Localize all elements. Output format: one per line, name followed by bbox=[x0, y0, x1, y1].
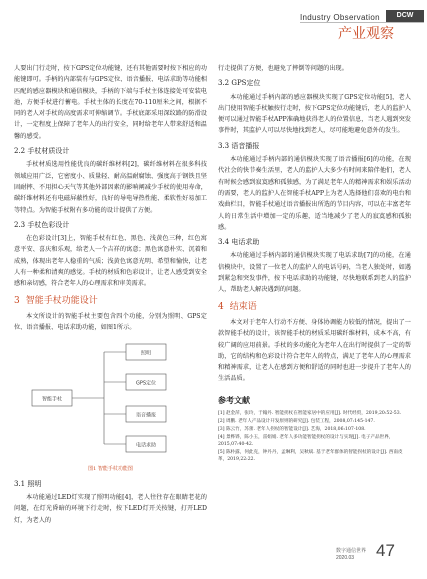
subsection-heading: 3.1 照明 bbox=[14, 479, 42, 488]
paragraph: 本功能通过手柄内部的通信模块实现了电话求助[7]的功能，在通信模块中，设置了一位老人的监护人的电话号码，当老人独处时，如遇到紧急和突发事件，按下电话求助的功能键，尽快地联系到老人的监护人，帮助老人解决遇到的问题。 bbox=[218, 252, 411, 294]
child-node-label: 照明 bbox=[140, 350, 152, 357]
magazine-logo: DCW bbox=[386, 10, 424, 22]
paragraph: 人要出门行走时，按下GPS定位功能键，还有其他需要时按下相应的功能键即可。手柄的内部装有与GPS定位、语音播报、电话求助等功能相匹配的感应器模块和通信模块，手柄的下端与手杖主体连接处可安装电池，方便手杖进行蓄电。手杖主体的长度在70-110厘米之间，根据不同的老人对手杖的高度需求可伸缩调节。手杖底部采用深纹路的防滑设计，一定程度上保障了老年人的出行安全，同时给老年人带来舒适和温馨的感受。 bbox=[14, 65, 207, 140]
section-heading bbox=[14, 296, 207, 307]
page-footer bbox=[300, 543, 424, 573]
root-node-label: 智能手杖 bbox=[41, 396, 63, 403]
page-number: 47 bbox=[376, 541, 395, 560]
footer-date: 2020.03 bbox=[336, 555, 355, 561]
footer-magazine-name: 数字通信世界 bbox=[336, 548, 367, 554]
left-column bbox=[14, 63, 207, 526]
subsection-heading: 3.3 语音播报 bbox=[218, 141, 260, 150]
paragraph: 手杖材质选用性能优良的碳纤维材料[2]，碳纤维材料在很多科技领域应用广泛，它密度小、质量轻、耐高温耐腐蚀、强度高于钢铁且坚固耐摔、不用担心天气等其他外部因素的影响阐减少手杖的使用寿命，碳纤维材料还有电磁屏蔽性好，良好的导电导热性能、柔软性好易加工等特点。为智能手杖附有多功能的设计提供了方便。 bbox=[14, 161, 207, 214]
header-chinese-title: 产业观察 bbox=[338, 26, 394, 42]
paragraph: 本功能通过手柄内部的感应器模块实现了GPS定位功能[5]，老人出门使用智能手杖触按行走时，按下GPS定位功能键后，老人的监护人便可以通过智能手杖APP准确地获得老人的位置信息，当老人遇到突发事件时，其监护人可以尽快地找到老人，尽可能地避免意外的发生。 bbox=[218, 93, 411, 135]
page-header bbox=[0, 0, 427, 46]
subsection-heading: 3.4 电话求助 bbox=[218, 238, 260, 247]
reference-item: [5] 陈朴露，何此克，钟丹丹，孟琳利，吴秋斌. 基于老年群体的智能拐杖的设计[J]. 西南皮革，2019,22:22. bbox=[218, 450, 403, 463]
reference-item: [2] 周鹏. 老年人产品设计开发原则的研究[J]. 包装工程，2008,07:145-147. bbox=[218, 419, 375, 425]
subsection-heading: 2.2 手杖材质设计 bbox=[14, 147, 70, 156]
figure-caption: 图1 智能手杖功能图 bbox=[88, 465, 133, 472]
diagram-svg bbox=[14, 338, 207, 462]
section-title: 智能手杖功能设计 bbox=[25, 295, 98, 306]
paragraph: 本文所设计的智能手杖主要包含四个功能，分别为照明、GPS定位、语音播报、电话求助功能，如图1所示。 bbox=[14, 312, 207, 332]
section-heading bbox=[218, 302, 411, 313]
paragraph: 行走提供了方便，也避免了摔倒等问题的出现。 bbox=[218, 65, 348, 72]
header-english-title: Industry Observation bbox=[300, 13, 380, 22]
paragraph: 本功能通过手柄内部的通信模块实现了语音播报[6]的功能，在现代社会的快节奏生活里，老人的监护人大多少有时间来陪伴他们，老人有时候会感到寂寞感和孤独感，为了满足老年人的精神需求和娱乐活动的需要，老人的监护人在智能手杖APP上为老人选择他们喜欢的电台和戏曲栏目，智能手杖通过语音播报出所选的节目内容，可以在丰富老年人的日常生活中增加一定的乐趣，适当地减少了老人的寂寞感和孤独感。 bbox=[218, 156, 411, 231]
child-node-label: GPS定位 bbox=[135, 380, 157, 387]
subsection-heading: 2.3 手杖色彩设计 bbox=[14, 220, 70, 229]
function-diagram bbox=[14, 338, 207, 462]
paragraph: 本功能通过LED灯实现了照明功能[4]，老人往往存在眼睛老花的问题，在灯光昏暗的环境下行走时，按下LED灯开关按键，打开LED灯，为老人的 bbox=[14, 494, 207, 524]
reference-item: [3] 陈云竹，苏蕾. 老年人拐杖的智能设计[J]. 艺海，2018,06:107-108. bbox=[218, 427, 366, 433]
reference-item: [1] 赵金萍，张玲，于翰丹. 智能拐杖在智能家居中的应用[J]. 时代经贸，2019,20:52-53. bbox=[218, 411, 402, 417]
subsection-heading: 3.2 GPS定位 bbox=[218, 79, 261, 88]
paragraph: 本文对于老年人行动不方便、身体协调能力较低的情况，提出了一款智能手杖的设计，该智能手杖的材质采用碳纤维材料，成本不高，有较广阔的应用前景。手杖的多功能化为老年人在出行时提供了一定的帮助，它的结构和色彩设计符合老年人的特点，满足了老年人的心理需求和精神需求，让老人在感到方便和舒适的同时也进一步提升了老年人的生活品质。 bbox=[218, 318, 411, 383]
references-heading: 参考文献 bbox=[218, 394, 250, 405]
reference-list bbox=[218, 410, 411, 463]
section-number: 3 bbox=[14, 295, 20, 306]
right-column bbox=[218, 63, 411, 464]
child-node-label: 电话求助 bbox=[135, 442, 157, 449]
child-node-label: 语音播报 bbox=[135, 412, 157, 419]
section-title: 结束语 bbox=[229, 301, 257, 312]
paragraph: 在色彩设计[3]上，智能手杖有红色、黑色、浅黄色三种，红色寓意平安、喜庆和乐观，给老人一个吉祥的寓意；黑色寓意朴实、沉着和成熟，体现出老年人稳重的气质；浅黄色寓意光明、希望和愉快，让老人有一种柔和清爽的感觉。手杖的材质和色彩设计，让老人感受到安全感和亲切感，符合老年人的心理需求和审美需求。 bbox=[14, 235, 207, 288]
reference-item: [4] 景桦铧，陈小玉，雷娟娟. 老年人多功能智能拐杖的设计与实现[J]. 电子产品世界，2015,07:40-42. bbox=[218, 435, 394, 448]
section-number: 4 bbox=[218, 301, 224, 312]
